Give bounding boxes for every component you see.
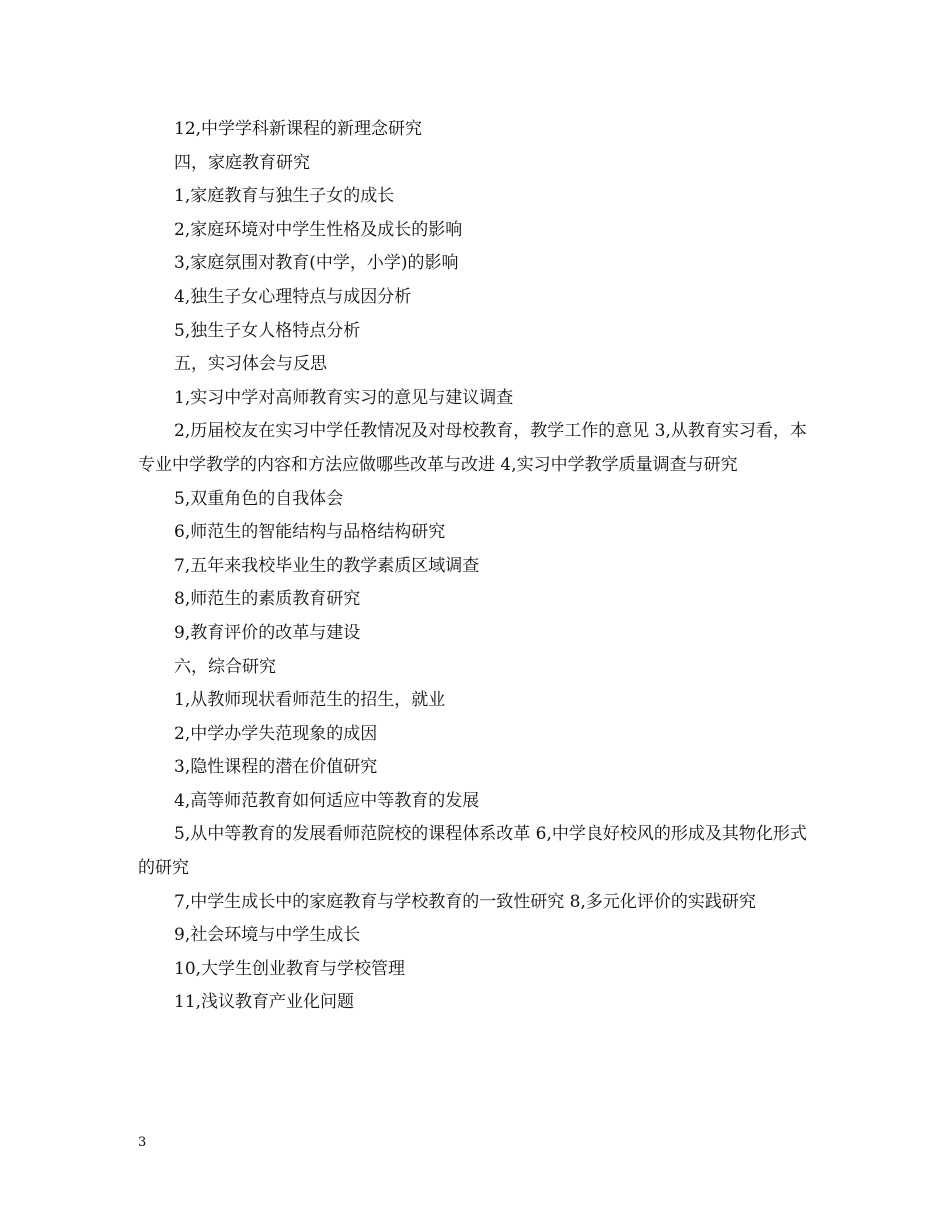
paragraph: 2,家庭环境对中学生性格及成长的影响 [174, 219, 463, 240]
paragraph: 1,实习中学对高师教育实习的意见与建议调查 [174, 387, 514, 408]
section-heading: 五，实习体会与反思 [174, 354, 327, 375]
paragraph: 6,师范生的智能结构与品格结构研究 [174, 522, 446, 543]
paragraph: 8,师范生的素质教育研究 [174, 589, 361, 610]
paragraph: 3,隐性课程的潜在价值研究 [174, 757, 378, 778]
paragraph: 5,独生子女人格特点分析 [174, 320, 361, 341]
paragraph: 5,从中等教育的发展看师范院校的课程体系改革 6,中学良好校风的形成及其物化形式的研究 [138, 824, 807, 879]
document-body [138, 113, 814, 1020]
paragraph: 9,教育评价的改革与建设 [174, 622, 361, 643]
page-number: 3 [138, 1135, 147, 1150]
paragraph: 9,社会环境与中学生成长 [174, 925, 361, 946]
paragraph: 3,家庭氛围对教育(中学，小学)的影响 [174, 253, 459, 274]
paragraph: 7,中学生成长中的家庭教育与学校教育的一致性研究 8,多元化评价的实践研究 [174, 891, 756, 912]
paragraph: 7,五年来我校毕业生的教学素质区域调查 [174, 555, 480, 576]
paragraph: 1,从教师现状看师范生的招生，就业 [174, 690, 446, 711]
paragraph: 12,中学学科新课程的新理念研究 [174, 119, 423, 139]
section-heading: 四，家庭教育研究 [174, 152, 310, 173]
paragraph: 4,独生子女心理特点与成因分析 [174, 286, 412, 307]
paragraph: 1,家庭教育与独生子女的成长 [174, 186, 395, 207]
paragraph: 5,双重角色的自我体会 [174, 488, 344, 509]
paragraph: 2,历届校友在实习中学任教情况及对母校教育，教学工作的意见 3,从教育实习看，本专业中学教学的内容和方法应做哪些改革与改进 4,实习中学教学质量调查与研究 [138, 421, 807, 475]
paragraph: 10,大学生创业教育与学校管理 [174, 958, 406, 979]
paragraph: 2,中学办学失范现象的成因 [174, 723, 378, 744]
paragraph: 11,浅议教育产业化问题 [174, 992, 355, 1013]
section-heading: 六，综合研究 [174, 656, 276, 677]
paragraph: 4,高等师范教育如何适应中等教育的发展 [174, 790, 480, 811]
